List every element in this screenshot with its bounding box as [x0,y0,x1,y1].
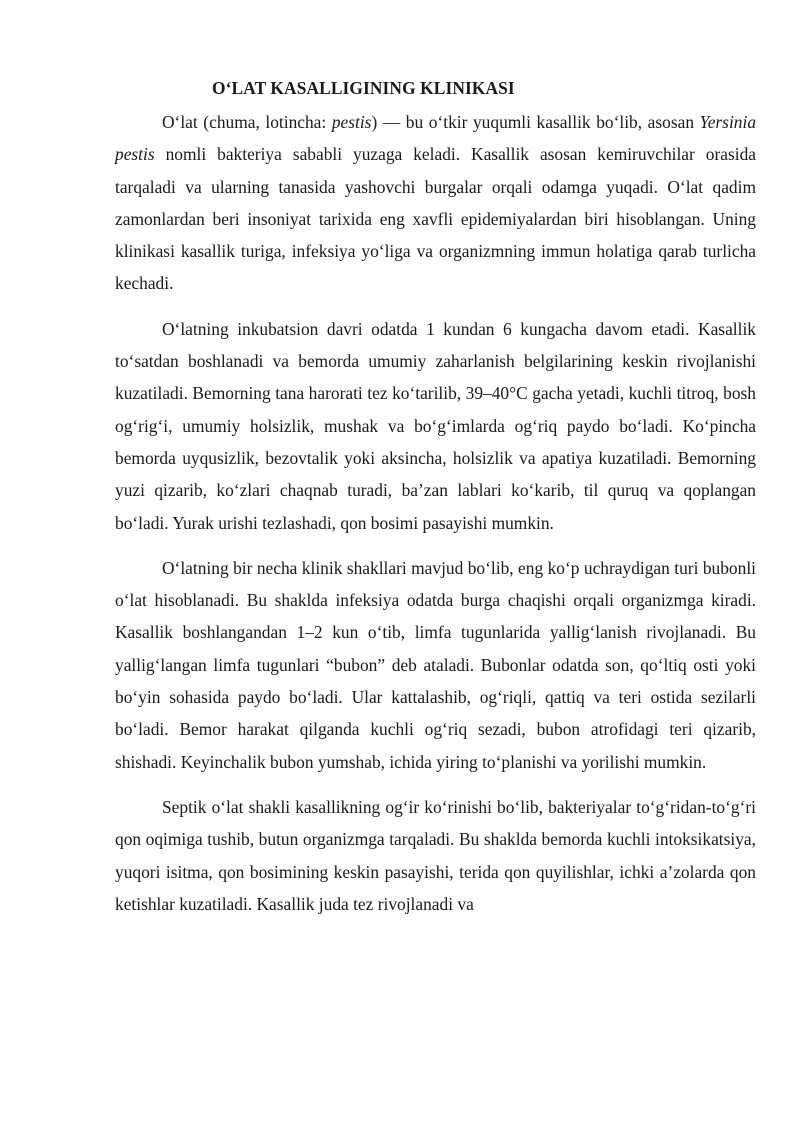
document-page [115,72,756,933]
paragraph-septic: Septik o‘lat shakli kasallikning og‘ir ko‘rinishi bo‘lib, bakteriyalar to‘g‘ridan-to‘g‘ri qon oqimiga tushib, butun organizmga tarqaladi. Bu shaklda bemorda kuchli intoksikatsiya, yuqori isitma, qon bosimining keskin pasayishi, terida qon quyilishlar, ichki a’zolarda qon ketishlar kuzatiladi. Kasallik juda tez rivojlanadi va [115,796,756,914]
document-title: O‘LAT KASALLIGINING KLINIKASI [212,78,515,98]
paragraph-intro-text-1: O‘lat (chuma, lotincha: [162,112,332,132]
paragraph-bubonic: O‘latning bir necha klinik shakllari mavjud bo‘lib, eng ko‘p uchraydigan turi bubonli o‘lat hisoblanadi. Bu shaklda infeksiya odatda burga chaqishi orqali organizmga kiradi. Kasallik boshlangandan 1–2 kun o‘tib, limfa tugunlarida yallig‘lanish rivojlanadi. Bu yallig‘langan limfa tugunlari “bubon” deb ataladi. Bubonlar odatda son, qo‘ltiq osti yoki bo‘yin sohasida paydo bo‘ladi. Ular kattalashib, og‘riqli, qattiq va teri ostida sezilarli bo‘ladi. Bemor harakat qilganda kuchli og‘riq sezadi, bubon atrofidagi teri qizarib, shishadi. Keyinchalik bubon yumshab, ichida yiring to‘planishi va yorilishi mumkin. [115,557,756,772]
paragraph-intro [115,106,756,300]
paragraph-intro-italic-yersinia: Yersinia pestis [115,112,757,165]
paragraph-incubation: O‘latning inkubatsion davri odatda 1 kundan 6 kungacha davom etadi. Kasallik to‘satdan boshlanadi va bemorda umumiy zaharlanish belgilarining keskin rivojlanishi kuzatiladi. Bemorning tana harorati tez ko‘tarilib, 39–40°C gacha yetadi, kuchli titroq, bosh og‘rig‘i, umumiy holsizlik, mushak va bo‘g‘imlarda og‘riq paydo bo‘ladi. Ko‘pincha bemorda uyqusizlik, bezovtalik yoki aksincha, holsizlik va apatiya kuzatiladi. Bemorning yuzi qizarib, ko‘zlari chaqnab turadi, ba’zan lablari ko‘karib, til quruq va qoplangan bo‘ladi. Yurak urishi tezlashadi, qon bosimi pasayishi mumkin. [115,318,756,533]
paragraph-intro-italic-pestis: pestis [331,112,372,132]
paragraph-intro-text-2: ) — bu o‘tkir yuqumli kasallik bo‘lib, asosan [371,112,700,132]
paragraph-intro-text-3: nomli bakteriya sababli yuzaga keladi. Kasallik asosan kemiruvchilar orasida tarqaladi va ularning tanasida yashovchi burgalar orqali odamga yuqadi. O‘lat qadim zamonlardan beri insoniyat tarixida eng xavfli epidemiyalardan biri hisoblangan. Uning klinikasi kasallik turiga, infeksiya yo‘liga va organizmning immun holatiga qarab turlicha kechadi. [115,144,756,294]
